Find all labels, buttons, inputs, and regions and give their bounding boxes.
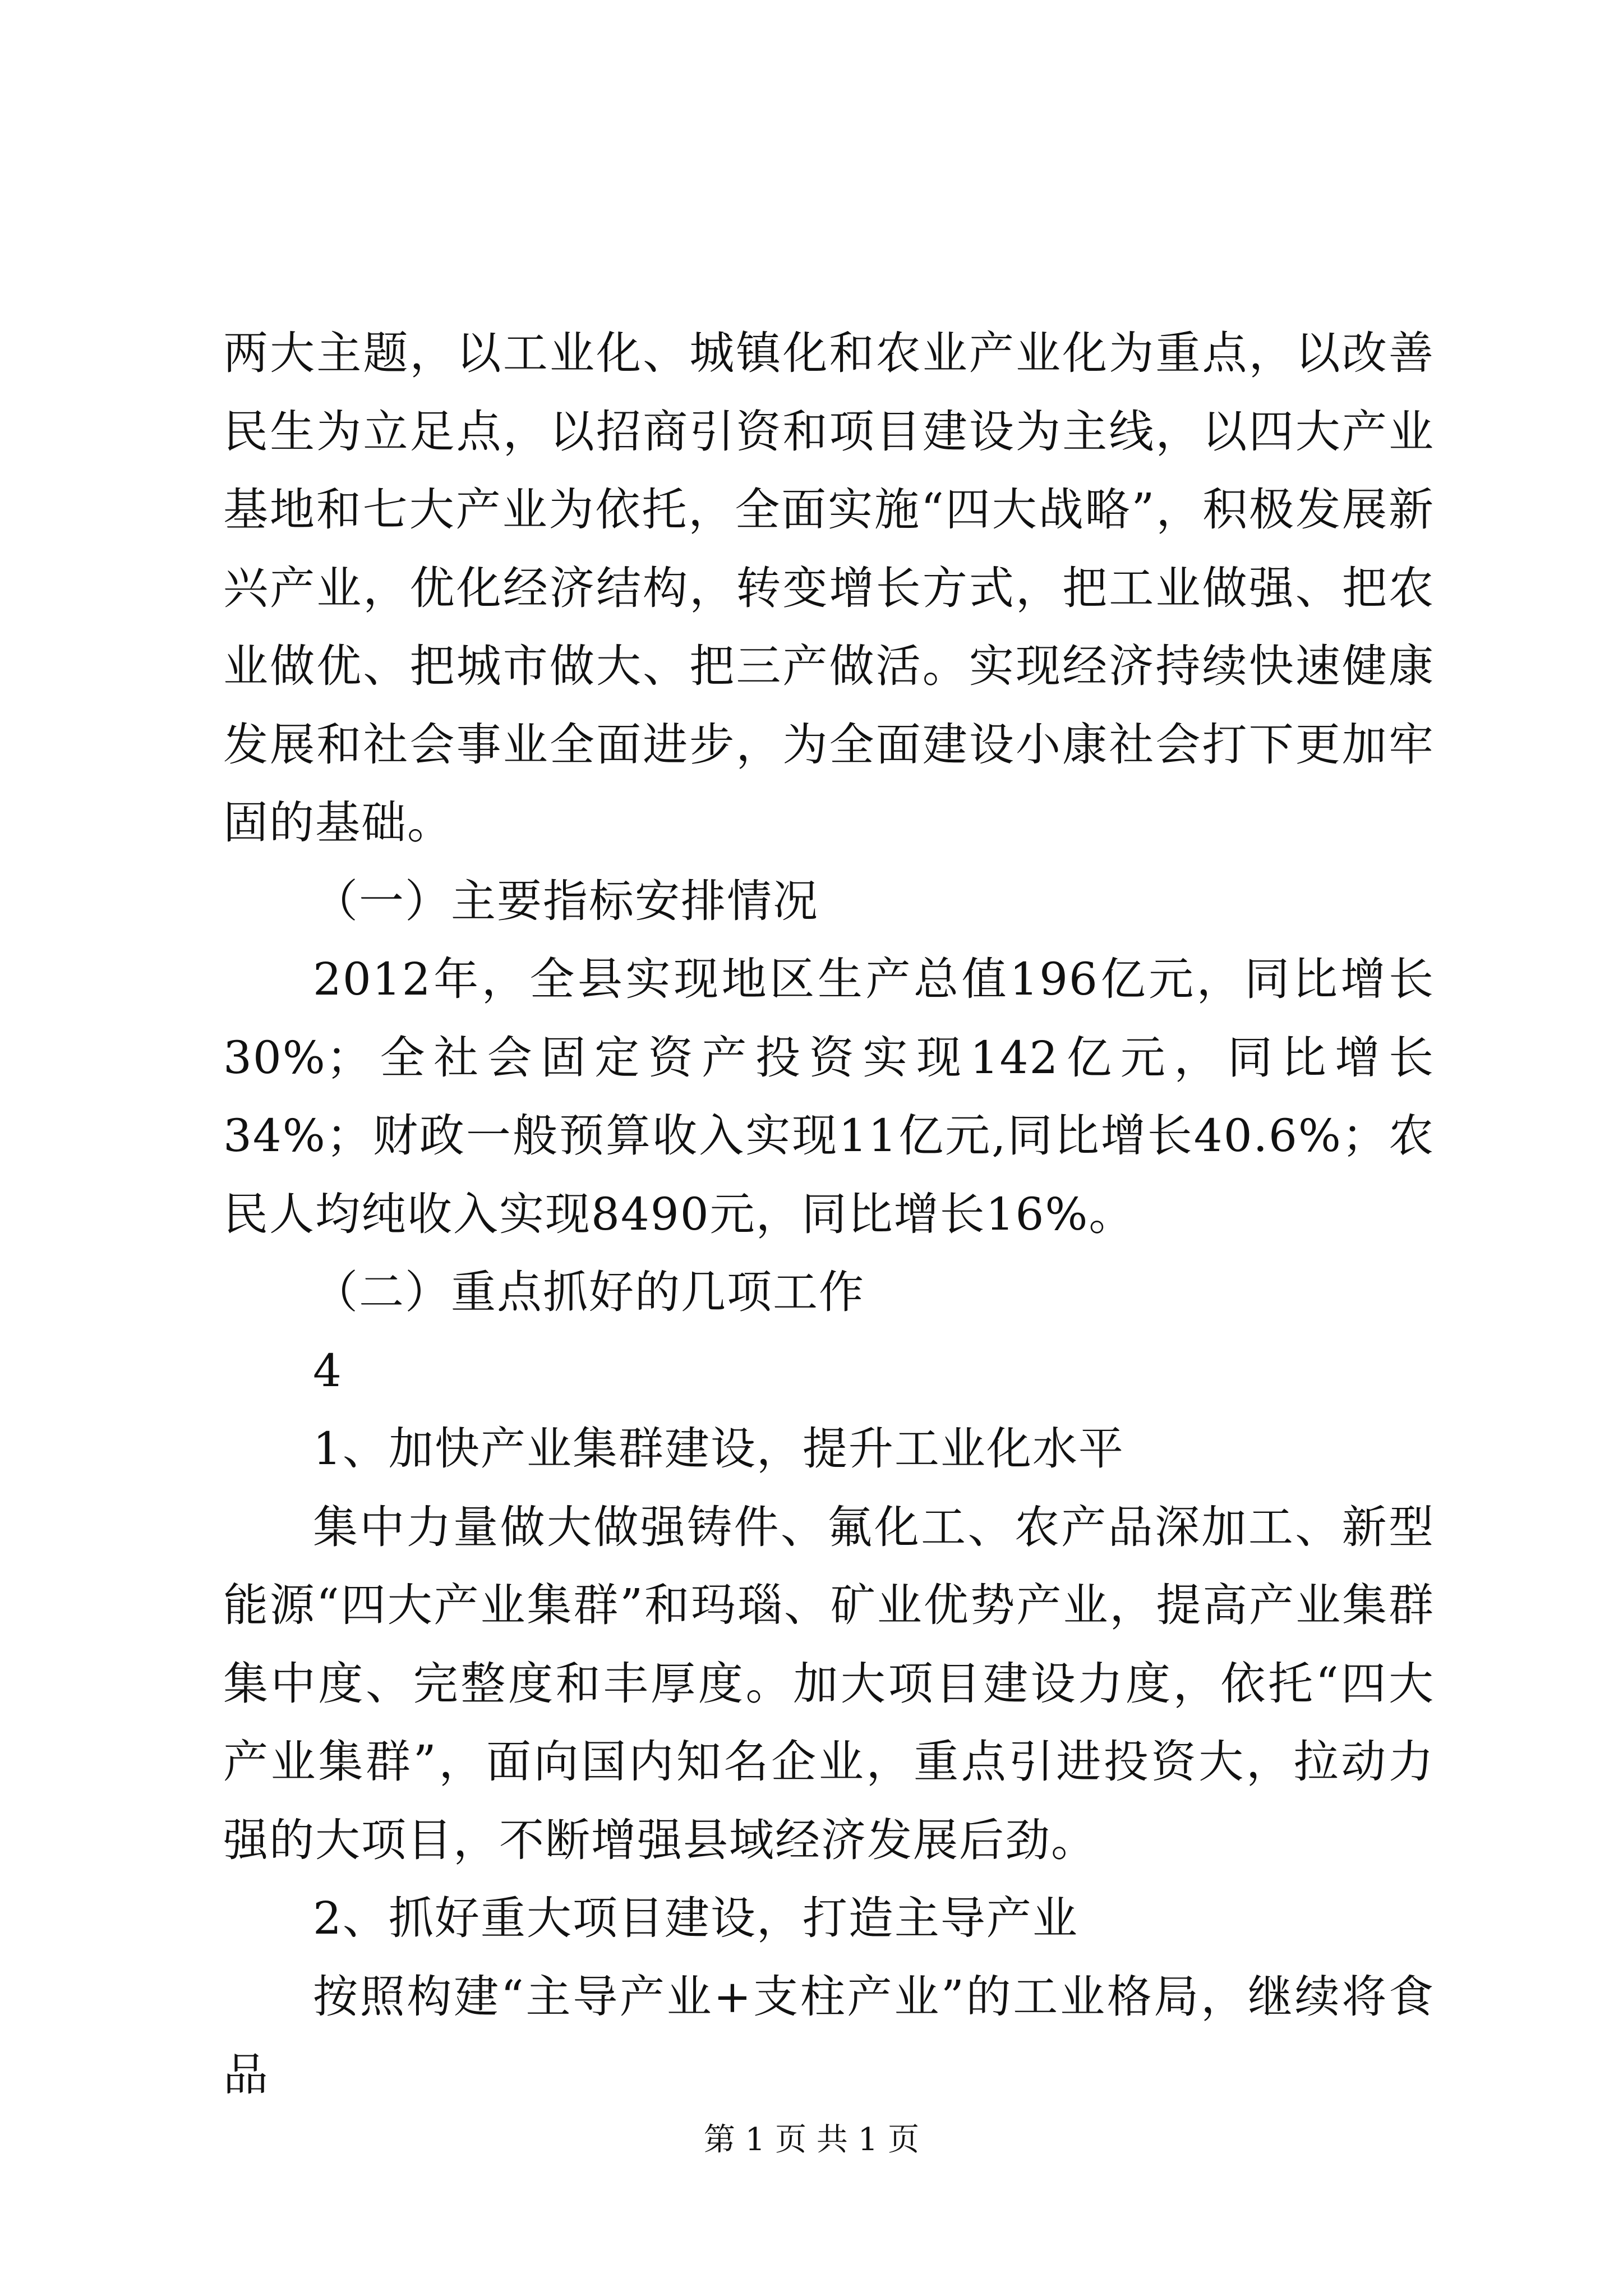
paragraph-major-projects: 按照构建“主导产业+支柱产业”的工业格局，继续将食品 [223, 1970, 1435, 2101]
heading-key-work: （二）重点抓好的几项工作 [313, 1266, 865, 1318]
heading-industry-cluster: 1、加快产业集群建设，提升工业化水平 [313, 1423, 1124, 1475]
document-body [223, 314, 1435, 2114]
paragraph-themes: 两大主题，以工业化、城镇化和农业产业化为重点，以改善民生为立足点，以招商引资和项目建设为主线，以四大产业基地和七大产业为依托，全面实施“四大战略”，积极发展新兴产业，优化经济结构，转变增长方式，把工业做强、把农业做优、把城市做大、把三产做活。实现经济持续快速健康发展和社会事业全面进步，为全面建设小康社会打下更加牢固的基础。 [223, 327, 1435, 849]
page-footer: 第 1 页 共 1 页 [703, 2122, 920, 2158]
heading-main-indicators: （一）主要指标安排情况 [313, 875, 819, 927]
heading-major-projects: 2、抓好重大项目建设，打造主导产业 [313, 1892, 1078, 1944]
paragraph-industry-cluster: 集中力量做大做强铸件、氟化工、农产品深加工、新型能源“四大产业集群”和玛瑙、矿业优势产业，提高产业集群集中度、完整度和丰厚度。加大项目建设力度，依托“四大产业集群”，面向国内知名企业，重点引进投资大，拉动力强的大项目，不断增强县域经济发展后劲。 [223, 1501, 1435, 1866]
paragraph-indicators: 2012年，全县实现地区生产总值196亿元，同比增长30%；全社会固定资产投资实现142亿元，同比增长34%；财政一般预算收入实现11亿元,同比增长40.6%；农民人均纯收入实现8490元，同比增长16%。 [223, 953, 1435, 1240]
paragraph-number: 4 [313, 1344, 343, 1397]
